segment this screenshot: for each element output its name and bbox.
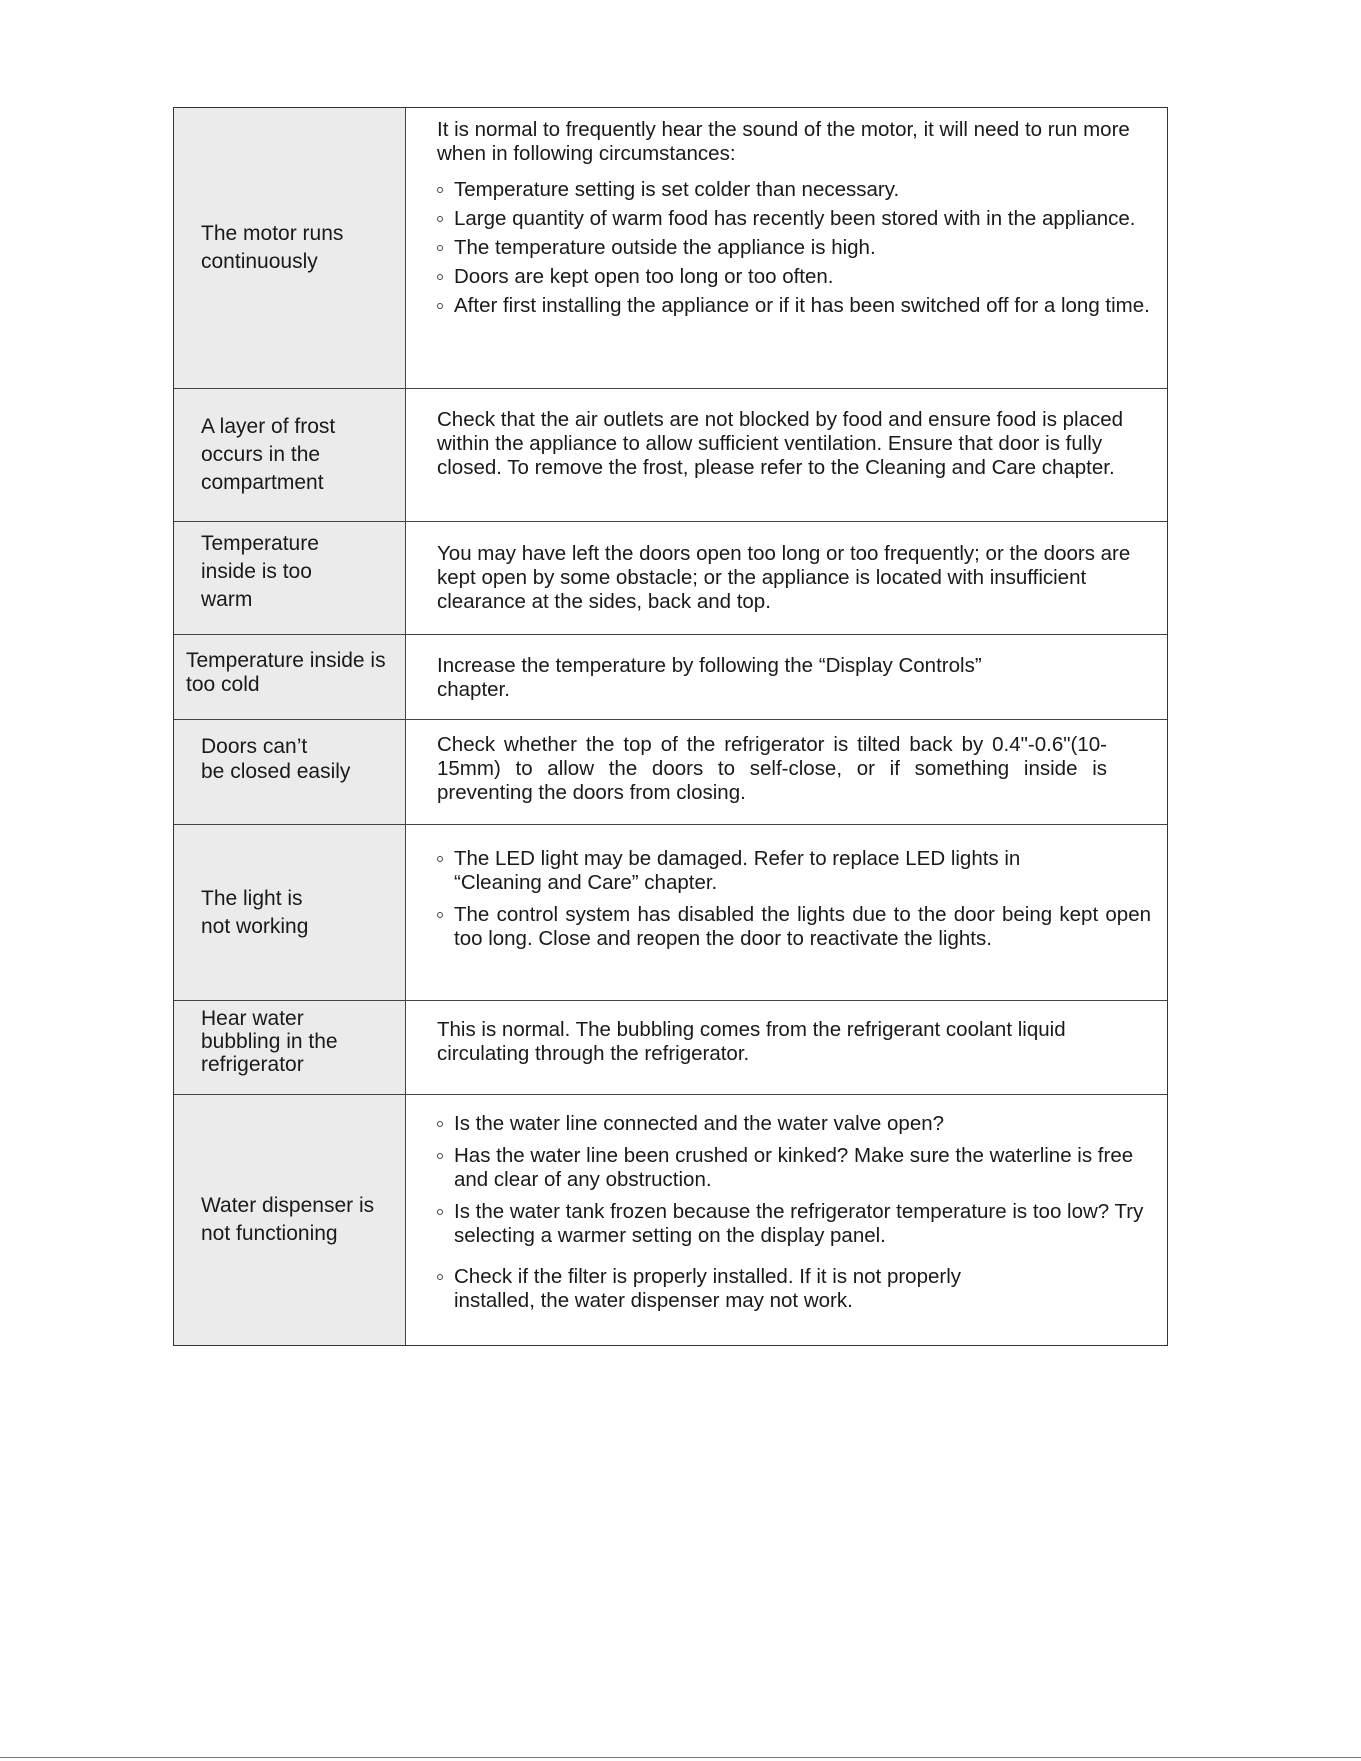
- troubleshooting-table: [173, 107, 1168, 1346]
- solution-cell: [406, 825, 1167, 1000]
- page-bottom-rule: [0, 1757, 1361, 1758]
- table-row: [174, 720, 1167, 825]
- bullet-item: Check if the filter is properly installed. If it is not properly installed, the water dispenser may not work.: [437, 1265, 1151, 1313]
- problem-cell: Hear water bubbling in the refrigerator: [174, 1001, 406, 1094]
- problem-cell: Water dispenser is not functioning: [174, 1095, 406, 1345]
- solution-cell: [406, 389, 1167, 521]
- solution-cell: [406, 1001, 1167, 1094]
- problem-cell: Doors can’t be closed easily: [174, 720, 406, 824]
- table-row: [174, 635, 1167, 720]
- table-row: [174, 108, 1167, 389]
- solution-intro: It is normal to frequently hear the sound of the motor, it will need to run more when in following circumstances:: [437, 118, 1130, 165]
- solution-text: Check whether the top of the refrigerator is tilted back by 0.4"-0.6"(10-15mm) to allow the doors to self-close, or if something inside is preventing the doors from closing.: [437, 733, 1107, 804]
- bullet-item: The LED light may be damaged. Refer to replace LED lights in “Cleaning and Care” chapter.: [437, 847, 1151, 895]
- bullet-item: Large quantity of warm food has recently been stored with in the appliance.: [437, 207, 1151, 231]
- problem-cell: A layer of frost occurs in the compartment: [174, 389, 406, 521]
- problem-cell: The light is not working: [174, 825, 406, 1000]
- table-row: [174, 1001, 1167, 1095]
- bullet-item: Temperature setting is set colder than necessary.: [437, 178, 1151, 202]
- bullet-item: The control system has disabled the lights due to the door being kept open too long. Close and reopen the door to reactivate the lights.: [437, 903, 1151, 951]
- solution-cell: [406, 108, 1167, 388]
- table-row: [174, 389, 1167, 522]
- solution-text: Increase the temperature by following the “Display Controls” chapter.: [437, 654, 982, 701]
- bullet-item: Is the water line connected and the water valve open?: [437, 1112, 1151, 1136]
- problem-cell: The motor runs continuously: [174, 108, 406, 388]
- bullet-item: Is the water tank frozen because the refrigerator temperature is too low? Try selecting a warmer setting on the display panel.: [437, 1200, 1151, 1248]
- bullet-item: Has the water line been crushed or kinked? Make sure the waterline is free and clear of any obstruction.: [437, 1144, 1151, 1192]
- bullet-item: After first installing the appliance or if it has been switched off for a long time.: [437, 294, 1151, 318]
- solution-cell: [406, 522, 1167, 634]
- solution-cell: [406, 720, 1167, 824]
- solution-cell: [406, 1095, 1167, 1345]
- problem-cell: Temperature inside is too cold: [174, 635, 406, 719]
- table-row: [174, 1095, 1167, 1345]
- problem-cell: Temperature inside is too warm: [174, 522, 406, 634]
- table-row: [174, 825, 1167, 1001]
- bullet-item: Doors are kept open too long or too often.: [437, 265, 1151, 289]
- solution-text: You may have left the doors open too long or too frequently; or the doors are kept open by some obstacle; or the appliance is located with insufficient clearance at the sides, back and top.: [437, 542, 1131, 613]
- table-row: [174, 522, 1167, 635]
- solution-text: Check that the air outlets are not blocked by food and ensure food is placed within the appliance to allow sufficient ventilation. Ensure that door is fully closed. To remove the frost, please refer to the Cleaning and Care chapter.: [437, 408, 1124, 479]
- bullet-item: The temperature outside the appliance is high.: [437, 236, 1151, 260]
- solution-text: This is normal. The bubbling comes from the refrigerant coolant liquid circulating through the refrigerator.: [437, 1018, 1066, 1065]
- solution-cell: [406, 635, 1167, 719]
